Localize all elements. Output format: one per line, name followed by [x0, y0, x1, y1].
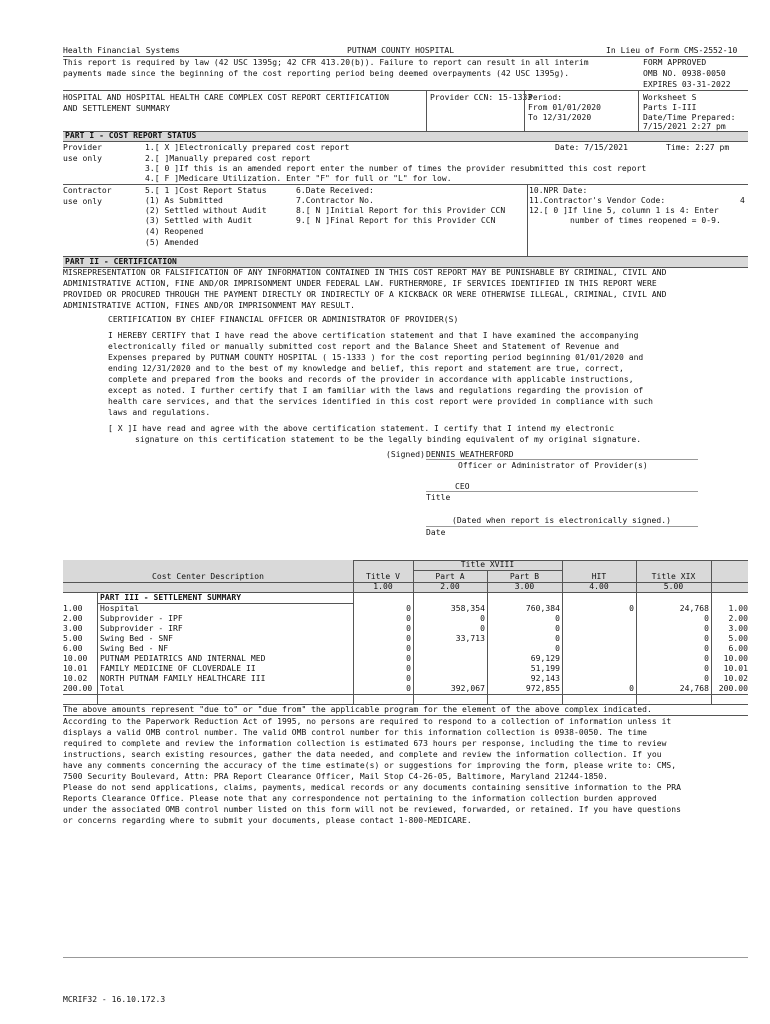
- row-line-number-right: 2.00: [728, 614, 748, 623]
- part2-heading: PART II - CERTIFICATION: [65, 257, 177, 266]
- dated-note: (Dated when report is electronically signed.): [452, 516, 671, 525]
- row-line-number-right: 1.00: [728, 604, 748, 613]
- col-header-part-b: Part B: [509, 572, 540, 581]
- contractor-col1-2: (2) Settled without Audit: [145, 206, 267, 215]
- col-header-part-a: Part A: [435, 572, 465, 581]
- contractor-col1-4: (4) Reopened: [145, 227, 204, 236]
- date-prepared-value: 7/15/2021 2:27 pm: [643, 122, 726, 131]
- reopened-line-2: number of times reopened = 0-9.: [570, 216, 721, 225]
- paperwork-line-9: or concerns regarding where to submit your documents, please contact 1-800-MEDICARE.: [63, 816, 472, 825]
- period-from: From 01/01/2020: [528, 103, 601, 112]
- row-title-v: 0: [406, 674, 411, 683]
- row-description: Subprovider - IPF: [100, 614, 183, 623]
- contractor-col1-5: (5) Amended: [145, 238, 199, 247]
- period-to: To 12/31/2020: [528, 113, 592, 122]
- cert-heading: CERTIFICATION BY CHIEF FINANCIAL OFFICER OR ADMINISTRATOR OF PROVIDER(S): [108, 315, 459, 324]
- row-part-b: 0: [555, 634, 560, 643]
- col-header-title-xix: Title XIX: [651, 572, 696, 581]
- row-line-number-right: 10.02: [723, 674, 748, 683]
- row-line-number: 3.00: [63, 624, 83, 633]
- row-line-number: 10.02: [63, 674, 88, 683]
- status-line-2: 2.[ ]Manually prepared cost report: [145, 154, 311, 163]
- row-description: Subprovider - IRF: [100, 624, 183, 633]
- row-title-v: 0: [406, 664, 411, 673]
- col-number-2: 2.00: [440, 582, 460, 591]
- contractor-col2-2: 8.[ N ]Initial Report for this Provider CCN: [296, 206, 506, 215]
- row-description: Swing Bed - NF: [100, 644, 169, 653]
- reopened-line-1: 12.[ 0 ]If line 5, column 1 is 4: Enter: [529, 206, 719, 215]
- status-line-3: 3.[ 0 ]If this is an amended report enter the number of times the provider resubmitted this cost report: [145, 164, 647, 173]
- header-center: PUTNAM COUNTY HOSPITAL: [347, 46, 455, 55]
- row-title-v: 0: [406, 624, 411, 633]
- row-description: NORTH PUTNAM FAMILY HEALTHCARE III: [100, 674, 266, 683]
- row-part-a: 0: [480, 614, 485, 623]
- row-title-v: 0: [406, 654, 411, 663]
- row-title-v: 0: [406, 614, 411, 623]
- row-description: Hospital: [100, 604, 139, 613]
- contractor-use-label-2: use only: [63, 197, 102, 206]
- row-line-number-right: 10.01: [723, 664, 748, 673]
- notice-line-2: payments made since the beginning of the cost reporting period being deemed overpayments (42 USC 1395g).: [63, 69, 570, 78]
- row-part-b: 0: [555, 614, 560, 623]
- col-header-hit: HIT: [591, 572, 607, 581]
- parts-label: Parts I-III: [643, 103, 697, 112]
- part3-heading: PART III - SETTLEMENT SUMMARY: [100, 593, 242, 602]
- row-hit: 0: [629, 604, 634, 613]
- row-part-b: 51,199: [530, 664, 560, 673]
- row-title-xix: 24,768: [679, 684, 709, 693]
- paperwork-line-5: 7500 Security Boulevard, Attn: PRA Report Clearance Officer, Mail Stop C4-26-05, Baltimore, Maryland 21244-1850.: [63, 772, 609, 781]
- header-left: Health Financial Systems: [63, 46, 180, 55]
- form-title-line-1: HOSPITAL AND HOSPITAL HEALTH CARE COMPLEX COST REPORT CERTIFICATION: [63, 93, 390, 102]
- row-part-b: 972,855: [525, 684, 560, 693]
- col-number-5: 5.00: [663, 582, 684, 591]
- paperwork-line-8: under the associated OMB control number listed on this form will not be reviewed, forwarded, or retained. If you have questions: [63, 805, 682, 814]
- col-number-3: 3.00: [514, 582, 535, 591]
- title-xviii-header: Title XVIII: [460, 560, 515, 569]
- col-header-title-v: Title V: [365, 572, 401, 581]
- row-title-xix: 0: [704, 664, 709, 673]
- period-label: Period:: [528, 93, 563, 102]
- row-part-a: 358,354: [450, 604, 485, 613]
- row-title-xix: 24,768: [679, 604, 709, 613]
- cert-text-1: electronically filed or manually submitted cost report and the Balance Sheet and Statement of Revenue and: [108, 342, 619, 351]
- row-part-a: 0: [480, 624, 485, 633]
- omb-number: OMB NO. 0938-0050: [643, 69, 726, 78]
- row-line-number: 6.00: [63, 644, 83, 653]
- provider-ccn: Provider CCN: 15-1333: [430, 93, 533, 102]
- cert-text-4: complete and prepared from the books and records of the provider in accordance with applicable instructions,: [108, 375, 634, 384]
- row-description: Total: [100, 684, 125, 693]
- npr-date: 10.NPR Date:: [529, 186, 588, 195]
- row-title-xix: 0: [704, 624, 709, 633]
- form-approved: FORM APPROVED: [643, 58, 707, 67]
- paperwork-line-4: have any comments concerning the accuracy of the time estimate(s) or suggestions for improving the form, please write to: CMS,: [63, 761, 677, 770]
- paperwork-line-7: Reports Clearance Office. Please note that any correspondence not pertaining to the information collection burden approved: [63, 794, 657, 803]
- col-number-4: 4.00: [589, 582, 609, 591]
- row-line-number: 5.00: [63, 634, 83, 643]
- vendor-code: 11.Contractor's Vendor Code:: [529, 196, 666, 205]
- row-title-v: 0: [406, 644, 411, 653]
- paperwork-line-2: required to complete and review the information collection is estimated 673 hours per response, including the time to review: [63, 739, 667, 748]
- status-line-4: 4.[ F ]Medicare Utilization. Enter "F" for full or "L" for low.: [145, 174, 452, 183]
- row-title-xix: 0: [704, 654, 709, 663]
- row-title-xix: 0: [704, 674, 709, 683]
- cert-text-7: laws and regulations.: [108, 408, 211, 417]
- cert-text-0: I HEREBY CERTIFY that I have read the above certification statement and that I have examined the accompanying: [108, 331, 639, 340]
- row-line-number: 2.00: [63, 614, 83, 623]
- part1-heading: PART I - COST REPORT STATUS: [65, 131, 197, 140]
- row-title-xix: 0: [704, 614, 709, 623]
- row-description: Swing Bed - SNF: [100, 634, 173, 643]
- header-form-number: In Lieu of Form CMS-2552-10: [606, 46, 738, 55]
- row-part-b: 92,143: [530, 674, 560, 683]
- contractor-col1-1: (1) As Submitted: [145, 196, 223, 205]
- contractor-col2-1: 7.Contractor No.: [296, 196, 374, 205]
- warning-line-0: MISREPRESENTATION OR FALSIFICATION OF ANY INFORMATION CONTAINED IN THIS COST REPORT MAY BE PUNISHABLE BY CRIMINAL, CIVIL AND: [63, 268, 667, 277]
- cert-text-2: Expenses prepared by PUTNAM COUNTY HOSPITAL ( 15-1333 ) for the cost reporting period beginning 01/01/2020 and: [108, 353, 644, 362]
- provider-use-label-1: Provider: [63, 143, 102, 152]
- paperwork-line-6: Please do not send applications, claims, payments, medical records or any documents containing sensitive information to the PRA: [63, 783, 682, 792]
- row-line-number: 200.00: [63, 684, 93, 693]
- signer-role: Officer or Administrator of Provider(s): [458, 461, 648, 470]
- esign-line-1: [ X ]I have read and agree with the above certification statement. I certify that I intend my electronic: [108, 424, 615, 433]
- row-title-v: 0: [406, 684, 411, 693]
- row-line-number: 1.00: [63, 604, 83, 613]
- col-number-1: 1.00: [373, 582, 393, 591]
- contractor-use-label-1: Contractor: [63, 186, 112, 195]
- contractor-col2-3: 9.[ N ]Final Report for this Provider CCN: [296, 216, 496, 225]
- row-line-number-right: 10.00: [723, 654, 748, 663]
- esign-line-2: signature on this certification statement to be the legally binding equivalent of my original signature.: [135, 435, 642, 444]
- title-value: CEO: [455, 482, 470, 491]
- cert-text-3: ending 12/31/2020 and to the best of my knowledge and belief, this report and statement are true, correct,: [108, 364, 624, 373]
- row-description: PUTNAM PEDIATRICS AND INTERNAL MED: [100, 654, 266, 663]
- row-part-b: 69,129: [530, 654, 560, 663]
- row-title-xix: 0: [704, 634, 709, 643]
- paperwork-line-1: displays a valid OMB control number. The valid OMB control number for this information collection is 0938-0050. The time: [63, 728, 647, 737]
- row-title-xix: 0: [704, 644, 709, 653]
- row-description: FAMILY MEDICINE OF CLOVERDALE II: [100, 664, 256, 673]
- warning-line-2: PROVIDED OR PROCURED THROUGH THE PAYMENT DIRECTLY OR INDIRECTLY OF A KICKBACK OR WERE OTHERWISE ILLEGAL, CRIMINAL, CIVIL AND: [63, 290, 667, 299]
- signed-label: (Signed): [386, 450, 425, 459]
- row-title-v: 0: [406, 604, 411, 613]
- date-label: Date: [426, 528, 446, 537]
- cost-center-desc-header: Cost Center Description: [152, 572, 264, 581]
- expires: EXPIRES 03-31-2022: [643, 80, 731, 89]
- title-label: Title: [426, 493, 451, 502]
- form-title-line-2: AND SETTLEMENT SUMMARY: [63, 104, 171, 113]
- worksheet-label: Worksheet S: [643, 93, 697, 102]
- contractor-col1-3: (3) Settled with Audit: [145, 216, 253, 225]
- contractor-col2-0: 6.Date Received:: [296, 186, 374, 195]
- row-part-a: 392,067: [450, 684, 485, 693]
- paperwork-line-3: instructions, search existing resources, gather the data needed, and complete and review the information collection. If you: [63, 750, 662, 759]
- row-line-number: 10.00: [63, 654, 88, 663]
- contractor-col1-0: 5.[ 1 ]Cost Report Status: [145, 186, 267, 195]
- status-line-1-time: Time: 2:27 pm: [666, 143, 730, 152]
- row-line-number-right: 5.00: [728, 634, 748, 643]
- paperwork-line-0: According to the Paperwork Reduction Act of 1995, no persons are required to respond to a collection of information unless it: [63, 717, 672, 726]
- row-line-number-right: 200.00: [718, 684, 748, 693]
- notice-line-1: This report is required by law (42 USC 1395g; 42 CFR 413.20(b)). Failure to report can result in all interim: [63, 58, 589, 67]
- warning-line-1: ADMINISTRATIVE ACTION, FINE AND/OR IMPRISONMENT UNDER FEDERAL LAW. FURTHERMORE, IF SERVICES IDENTIFIED IN THIS REPORT WERE: [63, 279, 657, 288]
- status-line-1-date: Date: 7/15/2021: [555, 143, 628, 152]
- cert-text-6: health care services, and that the services identified in this cost report were provided in compliance with such: [108, 397, 654, 406]
- row-line-number-right: 3.00: [728, 624, 748, 633]
- row-part-b: 0: [555, 624, 560, 633]
- status-line-1: 1.[ X ]Electronically prepared cost report: [145, 143, 350, 152]
- row-line-number: 10.01: [63, 664, 88, 673]
- provider-use-label-2: use only: [63, 154, 102, 163]
- row-part-b: 760,384: [525, 604, 560, 613]
- row-title-v: 0: [406, 634, 411, 643]
- warning-line-3: ADMINISTRATIVE ACTION, FINES AND/OR IMPRISONMENT MAY RESULT.: [63, 301, 355, 310]
- vendor-code-value: 4: [740, 196, 745, 205]
- row-line-number-right: 6.00: [728, 644, 748, 653]
- row-part-a: 33,713: [455, 634, 485, 643]
- cert-text-5: except as noted. I further certify that I am familiar with the laws and regulations regarding the provision of: [108, 386, 644, 395]
- row-part-b: 0: [555, 644, 560, 653]
- row-hit: 0: [629, 684, 634, 693]
- date-prepared-label: Date/Time Prepared:: [643, 113, 736, 122]
- table-footnote: The above amounts represent "due to" or "due from" the applicable program for the element of the above complex indicated.: [63, 705, 652, 714]
- signer-name: DENNIS WEATHERFORD: [426, 450, 514, 459]
- footer-version: MCRIF32 - 16.10.172.3: [63, 995, 166, 1004]
